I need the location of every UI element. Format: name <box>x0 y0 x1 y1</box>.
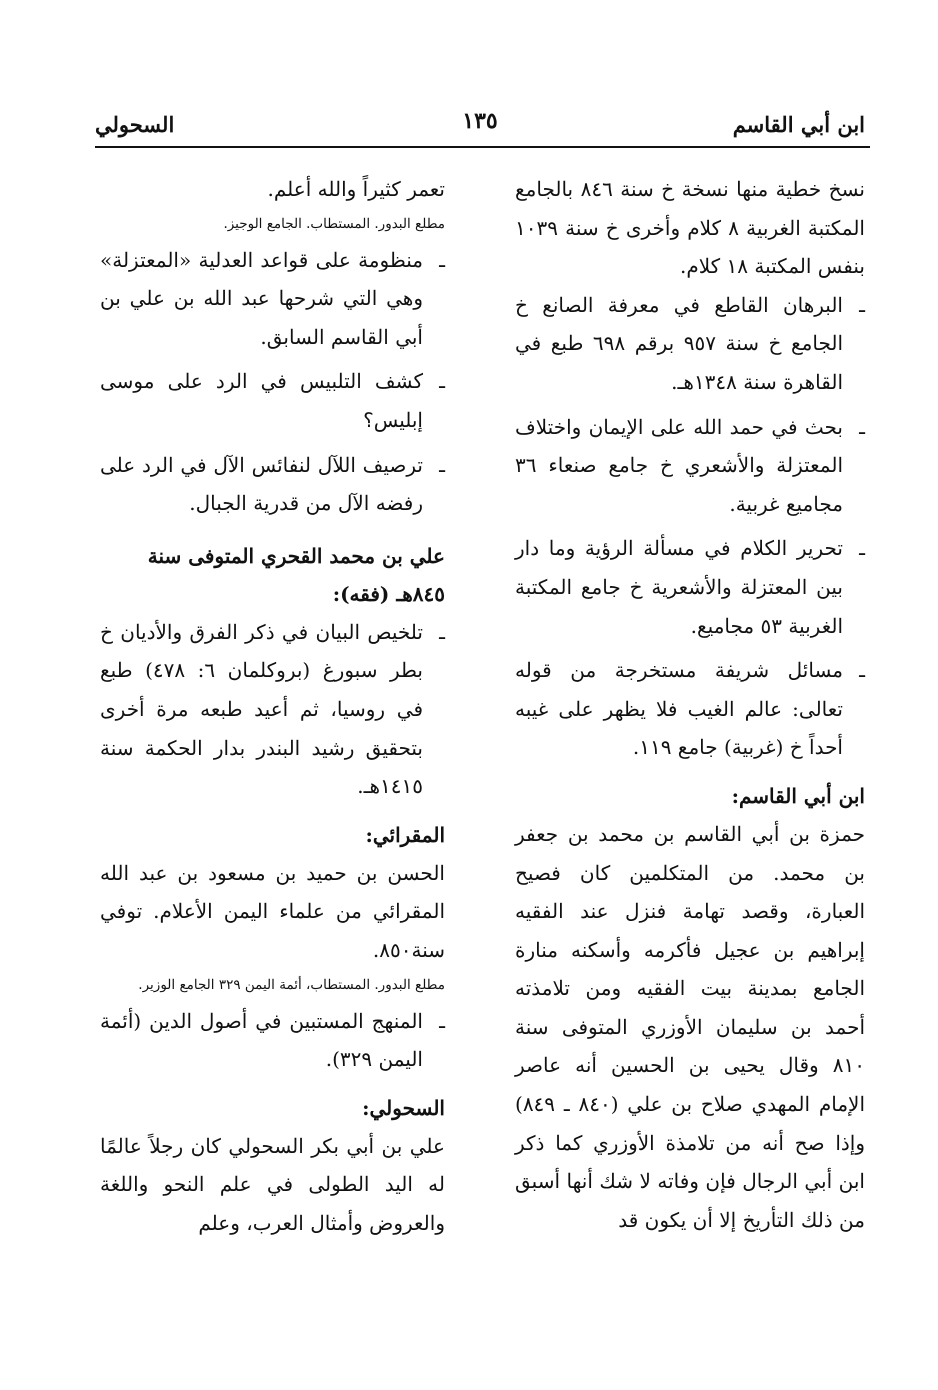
list-item: ـ البرهان القاطع في معرفة الصانع خ الجامع خ سنة ٩٥٧ برقم ٦٩٨ طبع في القاهرة سنة ١٣٤٨هـ. <box>515 292 865 394</box>
sources-note: مطلع البدور. المستطاب، أئمة اليمن ٣٢٩ الجامع الوزير. <box>138 976 445 993</box>
paragraph: الحسن بن حميد بن مسعود بن عبد الله المقرائي من علماء اليمن الأعلام. توفي سنة٨٥٠. <box>100 860 445 962</box>
header-rule <box>95 146 870 148</box>
list-item: ـ تحرير الكلام في مسألة الرؤية وما دار بين المعتزلة والأشعرية خ جامع المكتبة الغربية ٥٣ مجاميع. <box>515 536 865 638</box>
paragraph: نسخ خطية منها نسخة خ سنة ٨٤٦ بالجامع المكتبة الغربية ٨ كلام وأخرى خ سنة ١٠٣٩ بنفس المكتبة ١٨ كلام. <box>515 177 865 279</box>
running-title-right: ابن أبي القاسم <box>732 112 865 137</box>
page-header <box>95 104 865 148</box>
paragraph: علي بن أبي بكر السحولي كان رجلاً عالمًا له اليد الطولى في علم النحو واللغة والعروض وأمثال العرب، وعلم <box>100 1133 445 1235</box>
right-column <box>515 170 865 1239</box>
section-heading: السحولي: <box>362 1095 445 1120</box>
left-column <box>100 170 445 1242</box>
paragraph: تعمر كثيراً والله أعلم. <box>267 177 445 201</box>
section-heading: علي بن محمد القحري المتوفى سنة ٨٤٥هـ (فقه): <box>147 543 445 606</box>
list-item: ـ بحث في حمد الله على الإيمان واختلاف المعتزلة والأشعري خ جامع صنعاء ٣٦ مجاميع غربية. <box>515 414 865 516</box>
paragraph: حمزة بن أبي القاسم بن محمد بن جعفر بن محمد. من المتكلمين كان فصيح العبارة، وقصد تهامة فنزل عند الفقيه إبراهيم بن عجيل فأكرمه وأسكنه منارة الجامع بمدينة بيت الفقيه ومن تلامذته أحمد بن سليمان الأوزري المتوفى سنة ٨١٠ وقال يحيى بن الحسين أنه عاصر الإمام المهدي صلاح بن علي (٨٤٠ ـ ٨٤٩) وإذا صح أنه من تلامذة الأوزري كما ذكر ابن أبي الرجال فإن وفاته لا شك أنها أسبق من ذلك التأريخ إلا أن يكون قد <box>515 821 866 1232</box>
list-item: ـ المنهج المستبين في أصول الدين (أئمة اليمن ٣٢٩). <box>100 1008 445 1072</box>
section-heading: ابن أبي القاسم: <box>731 783 865 808</box>
list-item: ـ ترصيف اللآل لنفائس الآل في الرد على رفضه الآل من قدرية الجبال. <box>100 452 445 516</box>
list-item: ـ كشف التلبيس في الرد على موسى إبليس؟ <box>100 369 445 432</box>
list-item: ـ مسائل شريفة مستخرجة من قوله تعالى: عالم الغيب فلا يظهر على غيبه أحداً خ (غربية) جامع ١١٩. <box>515 658 865 760</box>
page-number: ١٣٥ <box>462 108 498 134</box>
section-heading: المقرائي: <box>365 822 445 847</box>
list-item: ـ منظومة على قواعد العدلية «المعتزلة» وهي التي شرحها عبد الله بن علي بن أبي القاسم السابق. <box>100 247 445 349</box>
sources-note: مطلع البدور. المستطاب. الجامع الوجيز. <box>223 215 445 232</box>
list-item: ـ تلخيص البيان في ذكر الفرق والأديان خ بطر سبورغ (بروكلمان ٦: ٤٧٨) طبع في روسيا، ثم أعيد طبعه مرة أخرى بتحقيق رشيد البندر بدار الحكمة سنة ١٤١٥هـ. <box>100 619 445 799</box>
running-title-left: السحولي <box>95 112 175 137</box>
